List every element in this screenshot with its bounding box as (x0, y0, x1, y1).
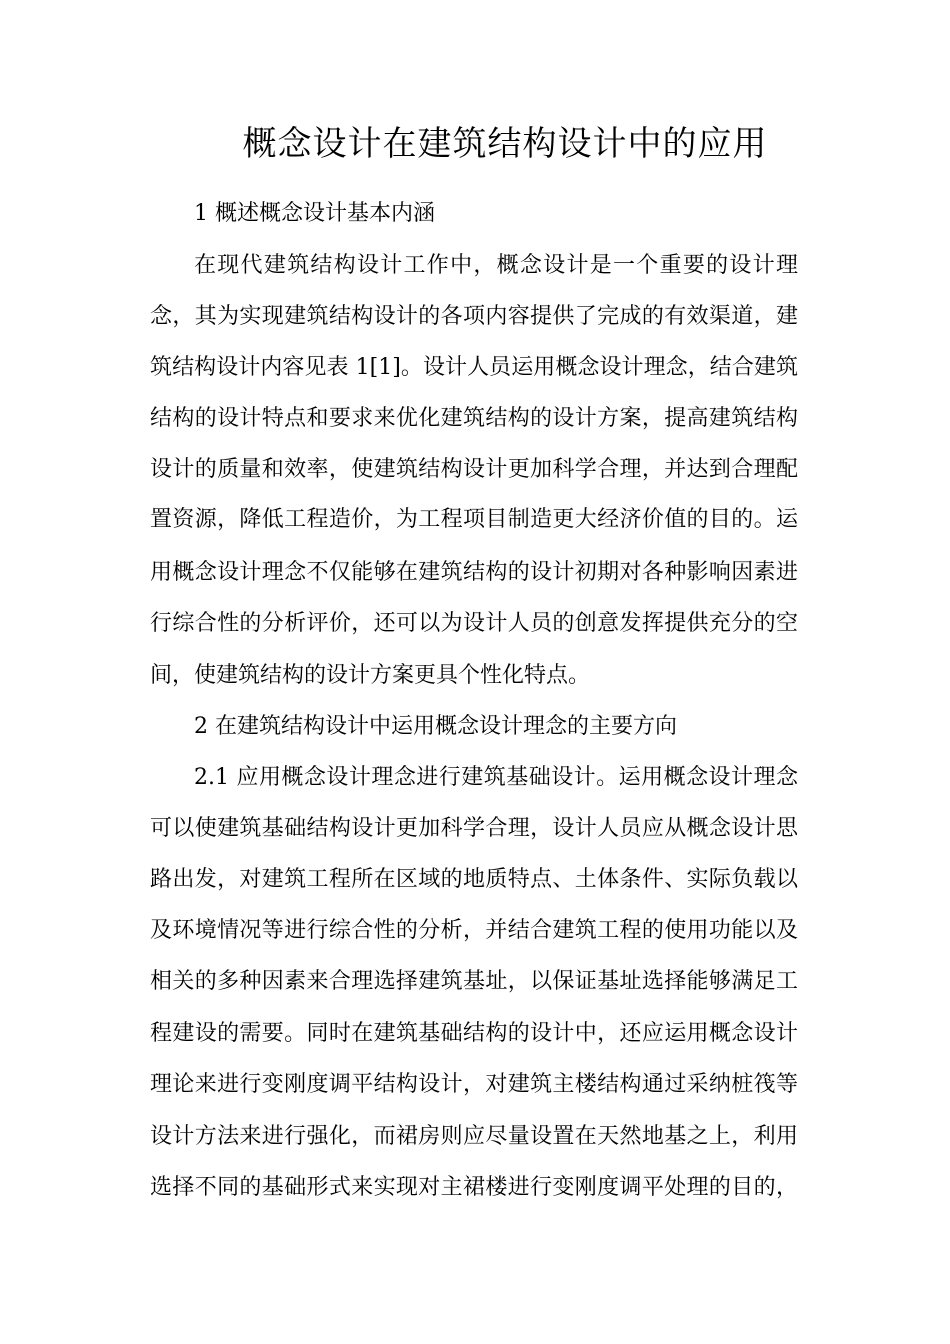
paragraph-line: 设计方法来进行强化，而裙房则应尽量设置在天然地基之上，利用 (150, 1124, 798, 1149)
paragraph-line: 相关的多种因素来合理选择建筑基址，以保证基址选择能够满足工 (150, 969, 798, 994)
paragraph-line: 路出发，对建筑工程所在区域的地质特点、土体条件、实际负载以 (150, 867, 798, 892)
paragraph-line: 在现代建筑结构设计工作中，概念设计是一个重要的设计理 (194, 253, 798, 278)
paragraph-line: 及环境情况等进行综合性的分析，并结合建筑工程的使用功能以及 (150, 918, 798, 943)
paragraph-line: 程建设的需要。同时在建筑基础结构的设计中，还应运用概念设计 (150, 1021, 798, 1046)
paragraph-line: 选择不同的基础形式来实现对主裙楼进行变刚度调平处理的目的， (150, 1175, 798, 1200)
document-title: 概念设计在建筑结构设计中的应用 (242, 124, 768, 164)
section-heading-2: 2 在建筑结构设计中运用概念设计理念的主要方向 (194, 714, 677, 739)
paragraph-line: 可以使建筑基础结构设计更加科学合理，设计人员应从概念设计思 (150, 816, 798, 841)
paragraph-line: 2.1 应用概念设计理念进行建筑基础设计。运用概念设计理念 (194, 765, 798, 790)
paragraph-line: 结构的设计特点和要求来优化建筑结构的设计方案，提高建筑结构 (150, 406, 798, 431)
paragraph-line: 间，使建筑结构的设计方案更具个性化特点。 (150, 663, 591, 688)
paragraph-line: 念，其为实现建筑结构设计的各项内容提供了完成的有效渠道，建 (150, 304, 798, 329)
paragraph-line: 设计的质量和效率，使建筑结构设计更加科学合理，并达到合理配 (150, 457, 798, 482)
section-heading-1: 1 概述概念设计基本内涵 (194, 201, 435, 226)
paragraph-line: 行综合性的分析评价，还可以为设计人员的创意发挥提供充分的空 (150, 611, 798, 636)
paragraph-line: 理论来进行变刚度调平结构设计，对建筑主楼结构通过采纳桩筏等 (150, 1072, 798, 1097)
paragraph-line: 用概念设计理念不仅能够在建筑结构的设计初期对各种影响因素进 (150, 560, 798, 585)
paragraph-line: 置资源，降低工程造价，为工程项目制造更大经济价值的目的。运 (150, 507, 798, 532)
paragraph-line: 筑结构设计内容见表 1[1]。设计人员运用概念设计理念，结合建筑 (150, 355, 798, 380)
